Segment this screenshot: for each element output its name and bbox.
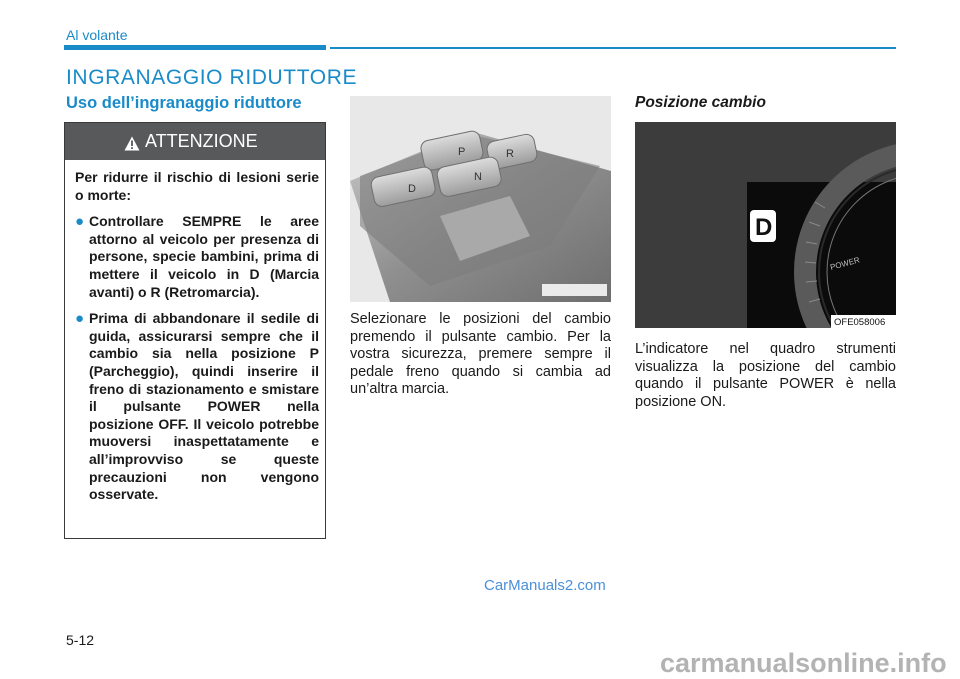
subsection-title: Uso dell’ingranaggio riduttore [66, 94, 302, 112]
figure-code: OFE058006 [834, 317, 886, 328]
warning-title: ATTENZIONE [145, 131, 258, 151]
gear-indicator: D [755, 214, 773, 241]
gauge-label: POWER [829, 255, 861, 272]
cluster-illustration [635, 122, 896, 328]
chapter-title: INGRANAGGIO RIDUTTORE [66, 66, 358, 89]
bullet-dot-icon: ● [75, 213, 85, 231]
warning-bullet-text: Controllare SEMPRE le aree attorno al veicolo per presenza di persone, specie bambini, prima di mettere il veicolo in D (Marcia avanti) o R (Retromarcia). [89, 213, 319, 300]
section-label: Al volante [66, 27, 128, 43]
warning-bullet [75, 310, 319, 504]
bullet-dot-icon: ● [75, 310, 85, 328]
shift-console-illustration [350, 96, 611, 302]
header-rule-thin [330, 47, 896, 49]
subsection2-title: Posizione cambio [635, 94, 766, 111]
warning-bullet-text: Prima di abbandonare il sedile di guida, assicurarsi sempre che il cambio sia nella posizione P (Parcheggio), quindi inserire il freno di stazionamento e smistare il pulsante POWER nella posizione OFF. Il veicolo potrebbe muoversi inaspettatamente e all’improvviso se queste precauzioni non vengono osservate. [89, 310, 319, 503]
footer-site-watermark: carmanualsonline.info [660, 648, 947, 678]
watermark-link[interactable]: CarManuals2.com [484, 577, 606, 594]
shift-caption: Selezionare le posizioni del cambio premendo il pulsante cambio. Per la vostra sicurezza, premere sempre il pedale freno quando si cambia ad un’altra marcia. [350, 311, 611, 397]
shift-button-p-label: P [458, 146, 466, 158]
page-number: 5-12 [66, 632, 95, 648]
cluster-caption: L’indicatore nel quadro strumenti visualizza la posizione del cambio quando il pulsante POWER è nella posizione ON. [635, 341, 896, 410]
shift-button-n-label: N [474, 171, 482, 183]
header-rule-thick [64, 45, 326, 50]
cluster-figure [635, 122, 896, 328]
shift-button-d-label: D [408, 183, 416, 195]
warning-body [75, 169, 319, 504]
warning-intro: Per ridurre il rischio di lesioni serie o morte: [75, 169, 319, 203]
warning-bullet [75, 213, 319, 301]
warning-header [65, 123, 325, 160]
warning-triangle-icon [124, 136, 140, 151]
warning-box [64, 122, 326, 539]
shift-button-r-label: R [506, 148, 514, 160]
shift-buttons-figure [350, 96, 611, 302]
